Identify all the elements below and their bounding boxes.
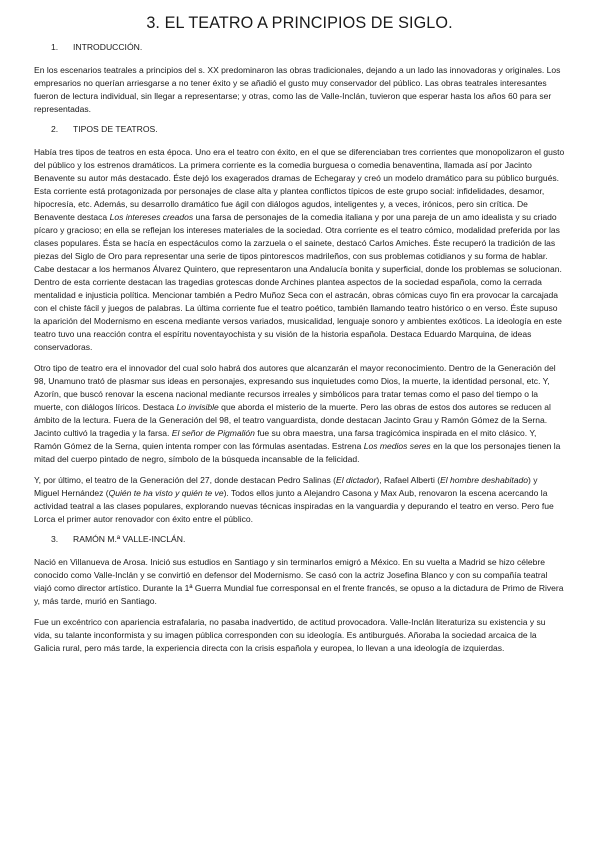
- text-run: Fue un excéntrico con apariencia estrafalaria, no pasaba inadvertido, de actitud provocadora. Valle-Inclán literaturiza su existencia y su vida, su talante inconformista y su imagen pública corresponden con su ideología. Es antiburgués. Añoraba la sociedad arcaica de la Galicia rural, pero más tarde, la experiencia directa con la crisis española y europea, lo llevan a una ideología de izquierdas.: [34, 617, 546, 653]
- text-run: fue su obra maestra, una farsa tragicómica inspirada en el mito clásico. Y, Ramón Gómez de la Serna, quien intenta romper con las fórmulas asentadas. Estrena: [34, 428, 537, 451]
- section-heading: [51, 534, 565, 545]
- work-title: El hombre deshabitado: [440, 475, 528, 485]
- section-number: 1.: [51, 42, 59, 52]
- section-heading-label: TIPOS DE TEATROS.: [73, 124, 158, 134]
- work-title: El señor de Pigmalión: [171, 428, 255, 438]
- section-number: 2.: [51, 124, 59, 134]
- work-title: Lo invisible: [176, 402, 219, 412]
- text-run: en la que los personajes tienen la mitad del cuerpo pintado de negro, símbolo de la búsqueda incansable de la felicidad.: [34, 441, 561, 464]
- text-run: Nació en Villanueva de Arosa. Inició sus estudios en Santiago y sin terminarlos emigró a México. En su vuelta a Madrid se hizo célebre conocido como Valle-Inclán y se convirtió en defensor del Modernismo. Se casó con la actriz Josefina Blanco y con su compañía teatral viajó como director artístico. Durante la 1ª Guerra Mundial fue corresponsal en el frente francés, se opuso a la dictadura de Primo de Rivera y, más tarde, murió en Santiago.: [34, 557, 564, 606]
- text-run: Y, por último, el teatro de la Generación del 27, donde destacan Pedro Salinas (: [34, 475, 337, 485]
- paragraph: [34, 474, 565, 526]
- paragraph: [34, 64, 565, 116]
- text-run: que aborda el misterio de la muerte. Pero las obras de estos dos autores se reducen al ámbito de la lectura. Fuera de la Generación del 98, el teatro vanguardista, donde destacan Jacinto Grau y Ramón Gómez de la Serna. Jacinto cultivó la tragedia y la farsa.: [34, 402, 551, 438]
- work-title: Los intereses creados: [109, 212, 194, 222]
- section-heading-label: RAMÓN M.ª VALLE-INCLÁN.: [73, 534, 186, 544]
- paragraph: [34, 362, 565, 466]
- work-title: Los medios seres: [363, 441, 431, 451]
- text-run: Otro tipo de teatro era el innovador del cual solo habrá dos autores que alcanzarán el mayor reconocimiento. Dentro de la Generación del 98, Unamuno trató de plasmar sus ideas en personajes, expresando sus inquietudes como Dios, la muerte, la identidad personal, etc. Y, Azorín, que buscó renovar la escena nacional mediante recursos irreales y simbólicos para tratar temas como el paso del tiempo o la muerte, con diálogos líricos. Destaca: [34, 363, 556, 412]
- text-run: ). Todos ellos junto a Alejandro Casona y Max Aub, renovaron la escena acercando la actividad teatral a las clases populares, explorando nuevas técnicas inspiradas en la vanguardia y depurando el teatro en verso. Pero fue Lorca el primer autor renovador con éxito entre el público.: [34, 488, 554, 524]
- section-heading: [51, 124, 565, 135]
- text-run: En los escenarios teatrales a principios del s. XX predominaron las obras tradicionales, dejando a un lado las innovadoras y originales. Los empresarios no querían arriesgarse a no tener éxito y se añadió el gusto muy conservador del público. Las obras teatrales interesantes fueron de lectura individual, sin llegar a representarse; y otras, como las de Valle-Inclán, tuvieron que esperar hasta los años 60 para ser representadas.: [34, 65, 561, 114]
- text-run: ), Rafael Alberti (: [376, 475, 441, 485]
- section-heading: [51, 42, 565, 53]
- paragraph: [34, 556, 565, 608]
- paragraph: [34, 146, 565, 354]
- work-title: El dictador: [336, 475, 377, 485]
- section-number: 3.: [51, 534, 59, 544]
- document-body: [34, 42, 565, 655]
- paragraph: [34, 616, 565, 655]
- text-run: ) y Miguel Hernández (: [34, 475, 538, 498]
- section-heading-label: INTRODUCCIÓN.: [73, 42, 143, 52]
- text-run: una farsa de personajes de la comedia italiana y por una pareja de un amo idealista y su criado pícaro y gracioso; en ella se reflejan los intereses materiales de la sociedad. Otra corriente es el teatro cómico, modalidad preferida por las clases populares. Ésta se hacía en espectáculos como la zarzuela o el sainete, destacó Carlos Amiches. Éste recuperó la tradición de las piezas del Siglo de Oro para representar una serie de tipos pintorescos madrileños, con sus problemas cotidianos y su forma de hablar. Cabe destacar a los hermanos Álvarez Quintero, que representaron una Andalucía bonita y superficial, donde los problemas se solucionan. Dentro de esta corriente destacan las tragedias grotescas donde Archines plantea aspectos de la sociedad española, como la cerrada mentalidad e injusticia política. Mencionar también a Pedro Muñoz Seca con el astracán, obras cómicas cuyo fin era provocar la carcajada con el chiste fácil y juegos de palabras. La última corriente fue el teatro poético, también llamando teatro histórico o en verso. Éste supuso la aparición del Modernismo en escena mediante versos variados, musicalidad, lenguaje sonoro y ambientes exóticos. La ideología en este teatro tuvo una reacción contra el espíritu noventayochista y su visión de la historia española. Destaca Eduardo Marquina, de ideas conservadoras.: [34, 212, 562, 352]
- document-title: 3. EL TEATRO A PRINCIPIOS DE SIGLO.: [146, 14, 453, 32]
- text-run: Había tres tipos de teatros en esta época. Uno era el teatro con éxito, en el que se diferenciaban tres corrientes que monopolizaron el gusto del público y los estrenos dramáticos. La primera corriente es la comedia burguesa o comedia benaventina, llamada así por Jacinto Benavente su autor más destacado. Éste dejó los exagerados dramas de Echegaray y creó un modelo dramático para su público burgués. Esta corriente está protagonizada por personajes de clase alta y plantea conflictos típicos de este grupo social: infidelidades, desamor, hipocresía, etc. Además, su desarrollo dramático fue ágil con diálogos agudos, inteligentes y, a veces, irónicos, pero sin crítica. De Benavente destaca: [34, 147, 565, 222]
- work-title: Quién te ha visto y quién te ve: [108, 488, 224, 498]
